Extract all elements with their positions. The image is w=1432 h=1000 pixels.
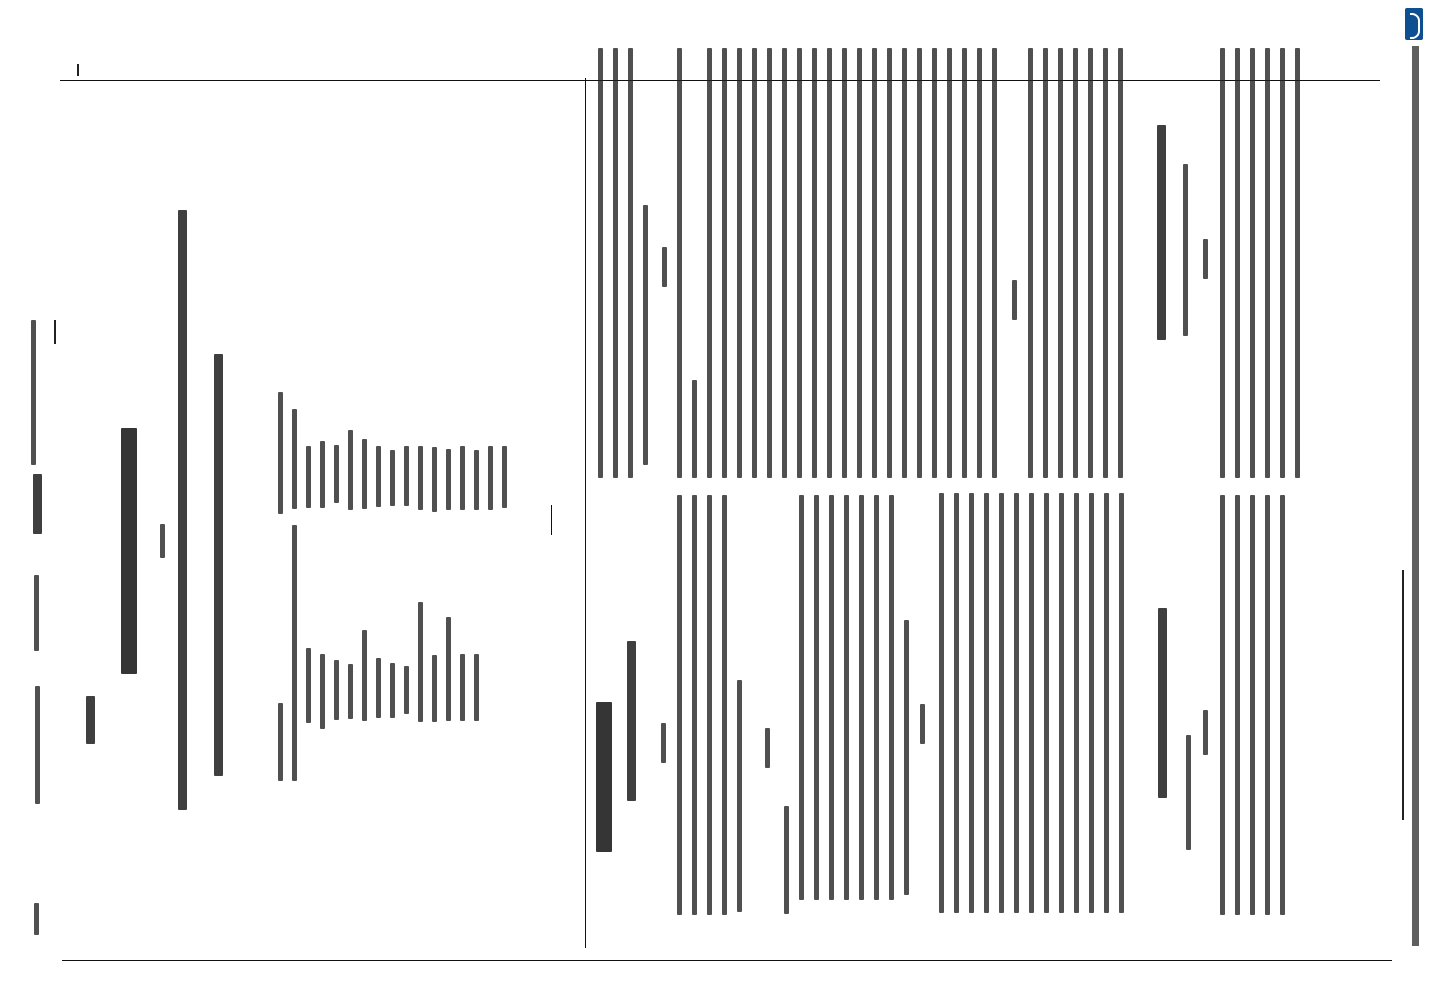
list-item <box>278 392 283 514</box>
paragraph-line <box>977 48 982 478</box>
list-item <box>278 703 283 781</box>
paragraph-line <box>829 495 834 900</box>
list-item <box>460 654 465 721</box>
list-item <box>446 449 451 510</box>
paragraph-line <box>1265 495 1270 915</box>
section-divider <box>551 505 552 535</box>
paragraph-line <box>992 48 997 478</box>
paragraph-line <box>784 806 789 914</box>
paragraph-line <box>737 680 742 912</box>
paragraph-line <box>613 48 618 478</box>
paragraph-line <box>872 48 877 478</box>
list-item <box>474 654 479 721</box>
list-item <box>306 648 311 723</box>
list-item <box>404 666 409 714</box>
scan-mark <box>77 64 79 76</box>
paragraph-line <box>984 493 989 913</box>
list-item <box>348 664 353 719</box>
paragraph-marker <box>1203 710 1208 755</box>
list-item <box>404 446 409 506</box>
header-text <box>33 474 42 534</box>
paragraph-line <box>857 48 862 478</box>
paragraph-line <box>707 48 712 478</box>
paragraph-marker <box>920 704 925 744</box>
paragraph-line <box>969 493 974 913</box>
list-item <box>376 658 381 718</box>
paragraph-line <box>904 620 909 895</box>
list-item <box>348 430 353 510</box>
paragraph-line <box>1089 493 1094 913</box>
paragraph-line <box>1295 48 1300 478</box>
top-rule <box>60 80 1380 81</box>
paragraph-line <box>1103 48 1108 478</box>
list-item <box>334 660 339 720</box>
paragraph-line <box>752 48 757 478</box>
list-item <box>432 655 437 722</box>
list-item <box>390 663 395 718</box>
paragraph-marker <box>765 728 770 768</box>
paragraph-line <box>628 48 633 478</box>
paragraph-line <box>767 48 772 478</box>
paragraph-line <box>874 495 879 900</box>
paragraph-line <box>799 495 804 900</box>
paragraph-line <box>902 48 907 478</box>
paragraph-line <box>692 495 697 915</box>
paragraph-line <box>1235 495 1240 915</box>
paragraph-line <box>932 48 937 478</box>
list-item <box>432 447 437 512</box>
bottom-rule <box>62 960 1392 961</box>
paragraph-line <box>889 495 894 900</box>
paragraph-line <box>859 495 864 900</box>
column-divider <box>585 78 586 948</box>
list-item <box>320 441 325 508</box>
paragraph-marker <box>1012 280 1017 320</box>
list-item <box>418 602 423 722</box>
subtitle-small <box>160 524 165 558</box>
paragraph-line <box>677 495 682 915</box>
paragraph-line <box>1014 493 1019 913</box>
paragraph-line <box>1220 48 1225 478</box>
section-heading <box>1158 608 1167 798</box>
section-heading <box>596 702 612 852</box>
paragraph-line <box>947 48 952 478</box>
digitization-note <box>1404 8 1426 948</box>
paragraph-line <box>1118 48 1123 478</box>
list-item <box>306 446 311 508</box>
section-heading <box>627 641 636 801</box>
paragraph-line <box>1235 48 1240 478</box>
paragraph-line <box>1028 48 1033 478</box>
paragraph-line <box>1073 48 1078 478</box>
paragraph-line <box>782 48 787 478</box>
paragraph-line <box>643 205 648 465</box>
main-title-line <box>178 210 187 810</box>
paragraph-line <box>842 48 847 478</box>
paragraph-line <box>722 495 727 915</box>
paragraph-line <box>999 493 1004 913</box>
paragraph-marker <box>662 247 667 287</box>
paragraph-line <box>887 48 892 478</box>
list-item <box>362 439 367 509</box>
paragraph-line <box>917 48 922 478</box>
paragraph-line <box>1074 493 1079 913</box>
paragraph-line <box>844 495 849 900</box>
list-item <box>376 446 381 507</box>
paragraph-line <box>598 48 603 478</box>
header-text <box>34 575 39 651</box>
paragraph-line <box>1059 493 1064 913</box>
paragraph-line <box>1104 493 1109 913</box>
paragraph-line <box>814 495 819 900</box>
paragraph-line <box>707 495 712 915</box>
list-item <box>502 446 507 508</box>
paragraph-line <box>812 48 817 478</box>
list-item <box>334 445 339 503</box>
paragraph-line <box>677 48 682 478</box>
paragraph-line <box>962 48 967 478</box>
paragraph-line <box>1265 48 1270 478</box>
list-item <box>320 654 325 729</box>
paragraph-line <box>1058 48 1063 478</box>
list-item <box>390 450 395 506</box>
paragraph-line <box>797 48 802 478</box>
paragraph-line <box>1043 48 1048 478</box>
list-item <box>460 446 465 510</box>
header-text <box>35 686 40 804</box>
header-text <box>31 320 36 465</box>
paragraph-line <box>827 48 832 478</box>
paragraph-line <box>939 493 944 913</box>
list-item <box>488 446 493 510</box>
paragraph-line <box>1119 493 1124 913</box>
paragraph-line <box>1044 493 1049 913</box>
paragraph-line <box>737 48 742 478</box>
list-item <box>362 630 367 721</box>
date-line <box>1186 735 1191 850</box>
paragraph-line <box>692 380 697 478</box>
paragraph-marker <box>1203 239 1208 279</box>
paragraph-line <box>1280 48 1285 478</box>
paragraph-line <box>1280 495 1285 915</box>
list-item <box>292 409 297 509</box>
paragraph-line <box>1250 495 1255 915</box>
section-heading <box>1157 125 1166 340</box>
scan-mark <box>54 320 56 344</box>
main-title-line <box>214 354 223 776</box>
paragraph-line <box>722 48 727 478</box>
page-number-text <box>34 903 39 935</box>
paragraph-line <box>1250 48 1255 478</box>
attribution-text <box>1412 46 1419 946</box>
paragraph-line <box>1029 493 1034 913</box>
paragraph-line <box>1220 495 1225 915</box>
annex-title <box>86 696 95 744</box>
list-item <box>446 617 451 721</box>
date-line <box>1183 164 1188 336</box>
list-item <box>292 525 297 781</box>
paragraph-marker <box>661 723 666 763</box>
main-title <box>121 428 137 674</box>
list-item <box>418 446 423 510</box>
list-item <box>474 450 479 510</box>
paragraph-line <box>1088 48 1093 478</box>
paragraph-line <box>954 493 959 913</box>
dfg-logo-icon <box>1405 8 1423 40</box>
